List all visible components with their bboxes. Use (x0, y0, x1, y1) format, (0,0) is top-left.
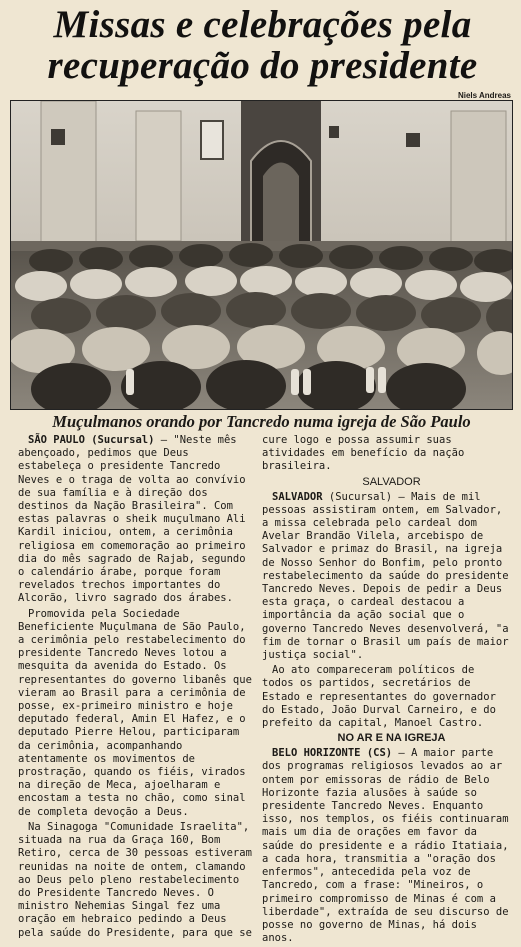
article-column-right (262, 434, 511, 947)
subheading-salvador: SALVADOR (362, 475, 421, 488)
paragraph-ato: Ao ato compareceram políticos de todos os partidos, secretários de Estado e representantes do governador do Estado, João Durval Carneiro, e do prefeito da capital, Manoel Castro. (262, 664, 496, 730)
headline-line-1: Missas e celebrações pela (53, 3, 472, 46)
dateline-salvador: SALVADOR (272, 490, 323, 503)
photo-credit: Niels Andreas (457, 91, 511, 100)
paragraph-sinagoga: Na Sinagoga "Comunidade Israelita", situada na rua da Graça 160, Bom Retiro, cerca de 30 pessoas estiveram reunidas na noite de ontem, clamando ao Deus pelo pleno restabelecimento do Presidente Tancredo Neves. O ministro Nehemias Singal fez uma oração em hebraico pedindo a Deus pela saúde do Presidente, para que se (18, 820, 252, 939)
news-photo (10, 100, 513, 410)
article-column-left (18, 434, 256, 942)
headline-line-2: recuperação do presidente (47, 44, 478, 87)
dateline-belo-horizonte: BELO HORIZONTE (CS) (272, 747, 393, 760)
paragraph-promovida: Promovida pela Sociedade Beneficiente Muçulmana de São Paulo, a cerimônia pelo restabelecimento do presidente Tancredo Neves lotou a mesquita da avenida do Estado. Os representantes do governo libanês que vieram ao Brasil para a cerimônia de posse, ex-primeiro ministro e hoje deputado federal, Amin El Hafez, e o deputado Pierre Helou, participaram da cerimônia, acompanhando atentamente os movimentos de prostração, quando os fiéis, virados na direção de Meca, ajoelharam e encostam a testa no chão, como sinal de completa devoção a Deus. (18, 607, 252, 818)
paragraph-sao-paulo-text: — "Neste mês abençoado, pedimos que Deus estabeleça o presidente Tancredo Neves e o traga de volta ao convívio de sua família e à direção dos destinos da Nação Brasileira". Com estas palavras o sheik muçulmano Ali Kardil iniciou, ontem, a cerimônia religiosa em comemoração ao primeiro dia do mês sagrado de Rajab, segundo o calendário árabe, porque foram revelados trechos importantes do Alcorão, livro sagrado dos árabes. (18, 434, 246, 605)
paragraph-continuation: cure logo e possa assumir suas atividades em benefício da nação brasileira. (262, 434, 465, 473)
subheading-no-ar: NO AR E NA IGREJA (337, 732, 446, 745)
dateline-sao-paulo: SÃO PAULO (Sucursal) (28, 434, 155, 446)
paragraph-sao-paulo (18, 434, 256, 606)
paragraph-belo-horizonte-text: — A maior parte dos programas religiosos levados ao ar ontem por emissoras de rádio de Belo Horizonte fazia alusões à saúde so presidente Tancredo Neves. Enquanto isso, nos templos, os fiéis continuaram mais um dia de orações em favor da saúde do presidente e a rádio Itatiaia, a cada hora, transmitia a "oração dos enfermos", antecedida pela voz de Tancredo, com a frase: "Mineiros, o primeiro compromisso de Minas é com a liberdade", extraída de seu discurso de posse no governo de Minas, há dois anos. (262, 747, 509, 945)
paragraph-salvador-text: (Sucursal) — Mais de mil pessoas assistiram ontem, em Salvador, a missa celebrada pelo cardeal dom Avelar Brandão Vilela, arcebispo de Salvador e primaz do Brasil, na igreja de Nosso Senhor do Bonfim, pelo pronto restabelecimento da saúde do presidente Tancredo Neves. Depois de pedir a Deus esta graça, o cardeal destacou a importância da ação social que o governo Tancredo Neves desenvolverá, "a fim de tornar o Brasil um país de maior justiça social". (262, 490, 509, 662)
paragraph-belo-horizonte (262, 747, 511, 945)
photo-caption: Muçulmanos orando por Tancredo numa igreja de São Paulo (52, 412, 471, 431)
paragraph-salvador (262, 491, 511, 663)
headline (10, 4, 515, 86)
mosque-prayer-image (11, 101, 513, 410)
